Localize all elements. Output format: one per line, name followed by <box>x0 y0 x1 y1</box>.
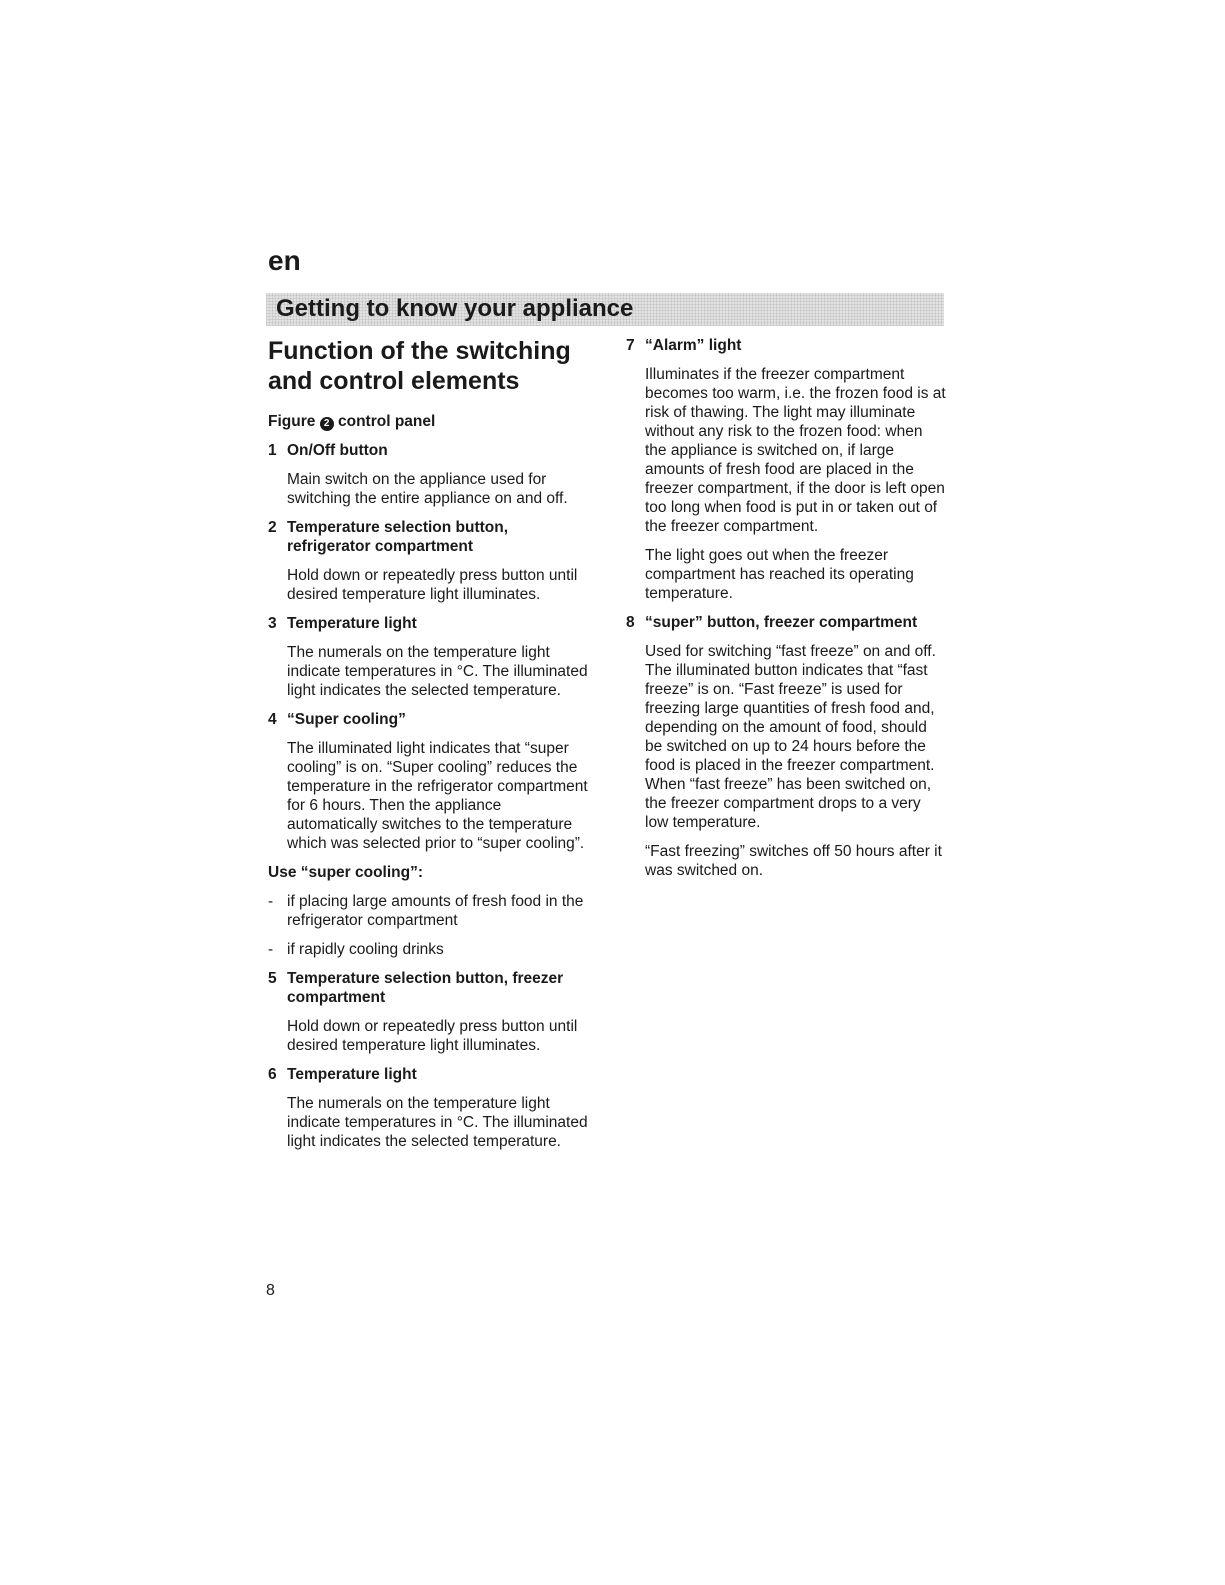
item-heading <box>268 614 593 633</box>
list-item <box>268 441 593 508</box>
item-title: “Alarm” light <box>645 337 742 354</box>
item-paragraph: The numerals on the temperature light indicate temperatures in °C. The illuminated light indicates the selected temperature. <box>287 644 588 699</box>
item-number: 4 <box>268 711 277 728</box>
item-number: 8 <box>626 614 635 631</box>
item-title: Temperature selection button, freezer compartment <box>287 970 564 1006</box>
item-paragraph: “Fast freezing” switches off 50 hours after it was switched on. <box>645 843 942 879</box>
list-item <box>268 518 593 604</box>
item-heading <box>268 441 593 460</box>
bullet-text: if rapidly cooling drinks <box>287 941 444 958</box>
item-paragraph: The numerals on the temperature light indicate temperatures in °C. The illuminated light indicates the selected temperature. <box>287 1095 588 1150</box>
item-body <box>287 1094 593 1151</box>
left-item-list <box>268 441 593 853</box>
item-title: On/Off button <box>287 442 388 459</box>
item-heading <box>626 336 948 355</box>
item-number: 2 <box>268 519 277 536</box>
figure-caption-prefix: Figure <box>268 413 316 430</box>
use-heading: Use “super cooling”: <box>268 864 424 881</box>
item-heading <box>626 613 948 632</box>
item-paragraph: Used for switching “fast freeze” on and off. The illuminated button indicates that “fast freeze” is on. “Fast freeze” is used for freezing large quantities of fresh food and, depending on the amount of food, should be switched on up to 24 hours before the food is placed in the freezer compartment. When “fast freeze” has been switched on, the freezer compartment drops to a very low temperature. <box>645 643 936 831</box>
item-heading <box>268 969 593 1007</box>
section-banner <box>266 293 944 326</box>
item-paragraph: The illuminated light indicates that “super cooling” is on. “Super cooling” reduces the temperature in the refrigerator compartment for 6 hours. Then the appliance automatically switches to the temperature which was selected prior to “super cooling”. <box>287 740 588 852</box>
item-number: 5 <box>268 970 277 987</box>
item-title: Temperature light <box>287 1066 417 1083</box>
language-code: en <box>268 245 301 276</box>
item-paragraph: Hold down or repeatedly press button until desired temperature light illuminates. <box>287 1018 578 1054</box>
item-paragraph: Hold down or repeatedly press button until desired temperature light illuminates. <box>287 567 578 603</box>
item-body <box>287 566 593 604</box>
item-paragraph: The light goes out when the freezer compartment has reached its operating temperature. <box>645 547 914 602</box>
bullet-list <box>268 892 593 959</box>
item-title: Temperature selection button, refrigerator compartment <box>287 519 509 555</box>
item-body <box>287 739 593 853</box>
item-body <box>287 643 593 700</box>
list-item <box>268 1065 593 1151</box>
item-title: Temperature light <box>287 615 417 632</box>
item-title: “super” button, freezer compartment <box>645 614 918 631</box>
item-number: 7 <box>626 337 635 354</box>
left-column <box>268 336 593 1161</box>
item-body <box>287 470 593 508</box>
item-heading <box>268 1065 593 1084</box>
figure-number-icon: 2 <box>320 417 334 431</box>
item-heading <box>268 518 593 556</box>
bullet-item <box>268 892 593 930</box>
right-column <box>626 336 948 890</box>
list-item <box>268 969 593 1055</box>
list-item <box>626 613 948 880</box>
item-body <box>645 642 948 880</box>
dash-icon: - <box>268 941 274 958</box>
item-number: 3 <box>268 615 277 632</box>
item-body <box>287 1017 593 1055</box>
bullet-item <box>268 940 593 959</box>
item-number: 6 <box>268 1066 277 1083</box>
item-body <box>645 365 948 603</box>
right-item-list <box>626 336 948 880</box>
page-heading: Function of the switching and control elements <box>268 337 571 395</box>
item-paragraph: Main switch on the appliance used for switching the entire appliance on and off. <box>287 471 568 507</box>
list-item <box>268 614 593 700</box>
dash-icon: - <box>268 893 274 910</box>
list-item <box>268 710 593 853</box>
item-number: 1 <box>268 442 277 459</box>
page-number: 8 <box>266 1282 275 1299</box>
list-item <box>626 336 948 603</box>
left-item-list-continued <box>268 969 593 1151</box>
item-heading <box>268 710 593 729</box>
section-title: Getting to know your appliance <box>276 295 634 322</box>
figure-caption <box>268 412 593 431</box>
item-paragraph: Illuminates if the freezer compartment becomes too warm, i.e. the frozen food is at risk of thawing. The light may illuminate without any risk to the frozen food: when the appliance is switched on, if large amounts of fresh food are placed in the freezer compartment, if the door is left open too long when food is put in or taken out of the freezer compartment. <box>645 366 946 535</box>
bullet-text: if placing large amounts of fresh food in the refrigerator compartment <box>287 893 584 929</box>
figure-caption-suffix: control panel <box>338 413 436 430</box>
item-title: “Super cooling” <box>287 711 406 728</box>
